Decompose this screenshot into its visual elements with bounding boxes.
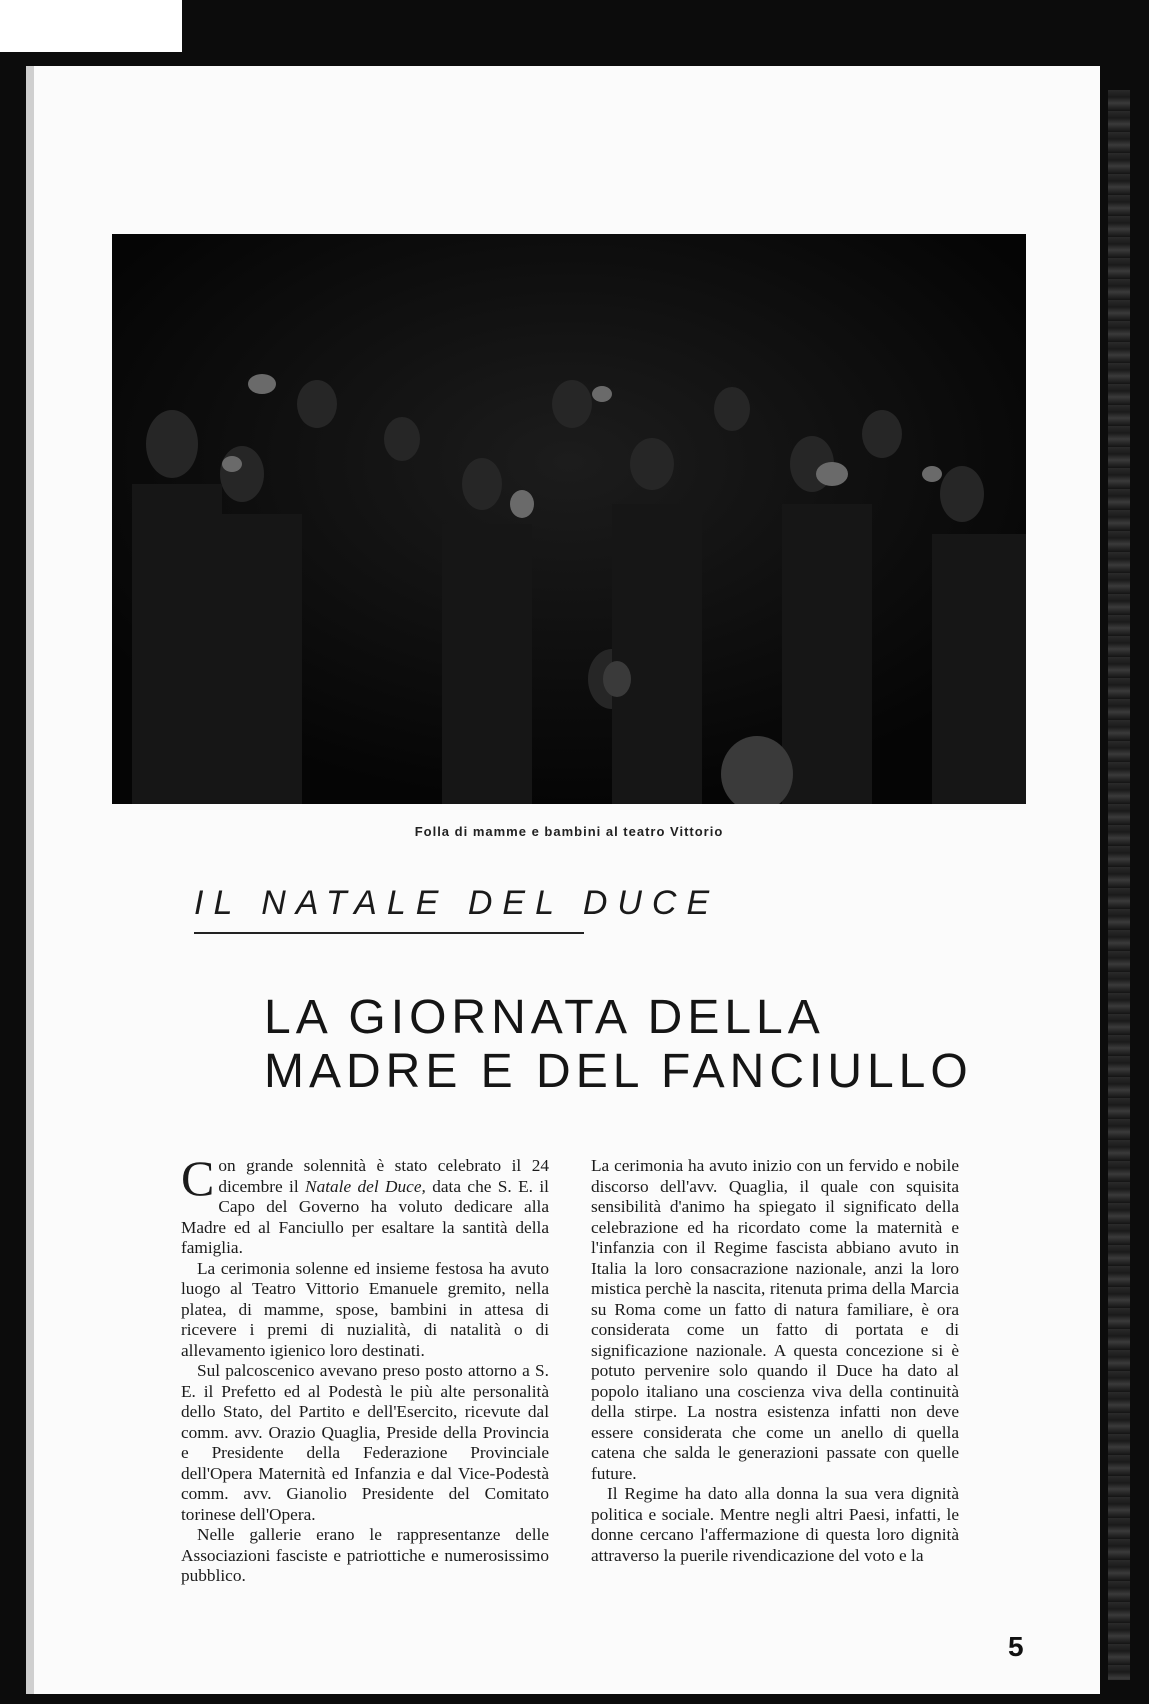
magazine-page	[34, 66, 1100, 1694]
section-kicker: IL NATALE DEL DUCE	[194, 884, 720, 922]
crowd-photograph-image	[112, 234, 1026, 804]
left-p1-italic: Natale del Duce,	[305, 1176, 426, 1196]
left-paragraph-1	[181, 1150, 549, 1259]
headline-line-2: MADRE E DEL FANCIULLO	[264, 1044, 973, 1098]
scan-border-bottom	[0, 1694, 1149, 1704]
article-headline	[264, 991, 973, 1099]
right-paragraph-2: Il Regime ha dato alla donna la sua vera dignità politica e sociale. Mentre negli altri Paesi, infatti, le donne cercano l'affermazione di questa loro dignità attraverso la puerile rivendicazione del voto e la	[591, 1484, 959, 1565]
left-column	[181, 1150, 549, 1587]
left-p1-text-a: on grande solennità è stato celebrato il 24 dicembre il	[218, 1156, 549, 1196]
headline-line-1: LA GIORNATA DELLA	[264, 991, 825, 1044]
scan-border-left	[0, 52, 26, 1704]
right-column	[591, 1156, 959, 1566]
left-paragraph-2: La cerimonia solenne ed insieme festosa ha avuto luogo al Teatro Vittorio Emanuele gremito, nella platea, di mamme, spose, bambini in attesa di ricevere i premi di nuzialità, di natalità o di allevamento igienico loro destinati.	[181, 1258, 549, 1360]
right-paragraph-1: La cerimonia ha avuto inizio con un fervido e nobile discorso dell'avv. Quaglia, il quale con squisita sensibilità d'animo ha spiegato il significato della celebrazione ed ha ricordato come la maternità e l'infanzia con il Regime fascista abbiano avuto in Italia la loro consacrazione nazionale, anzi la loro mistica perchè la nascita, ritenuta prima della Marcia su Roma come un fatto di natura familiare, è ora considerata come un fatto di portata e di significazione nazionale. A questa concezione si è potuto pervenire solo quando il Duce ha dato al popolo italiano una coscienza viva della continuità della stirpe. La nostra esistenza infatti non deve essere considerata che come un anello di quella catena che salda le generazioni passate con quelle future.	[591, 1156, 959, 1483]
crowd-photograph	[112, 234, 1026, 804]
kicker-underline	[194, 932, 584, 934]
left-paragraph-3: Sul palcoscenico avevano preso posto attorno a S. E. il Prefetto ed al Podestà le più alte personalità dello Stato, del Partito e dell'Esercito, ricevute dal comm. avv. Orazio Quaglia, Preside della Provincia e Presidente della Federazione Provinciale dell'Opera Maternità ed Infanzia e dal Vice-Podestà comm. avv. Gianolio Presidente del Comitato torinese dell'Opera.	[181, 1361, 549, 1524]
left-paragraph-4: Nelle gallerie erano le rappresentanze delle Associazioni fasciste e patriottiche e numerosissimo pubblico.	[181, 1525, 549, 1585]
left-p1-text-b: data che S. E. il Capo del Governo ha voluto dedicare alla Madre ed al Fanciullo per esaltare la santità della famiglia.	[181, 1176, 549, 1257]
scan-border-top	[182, 0, 1149, 66]
drop-cap: C	[181, 1150, 215, 1206]
scan-border-top-left	[0, 52, 182, 66]
photo-caption: Folla di mamme e bambini al teatro Vittorio	[414, 824, 724, 839]
binding-edge	[1108, 90, 1130, 1680]
page-number: 5	[1008, 1631, 1024, 1662]
scan-border-left-inner	[26, 66, 34, 1702]
